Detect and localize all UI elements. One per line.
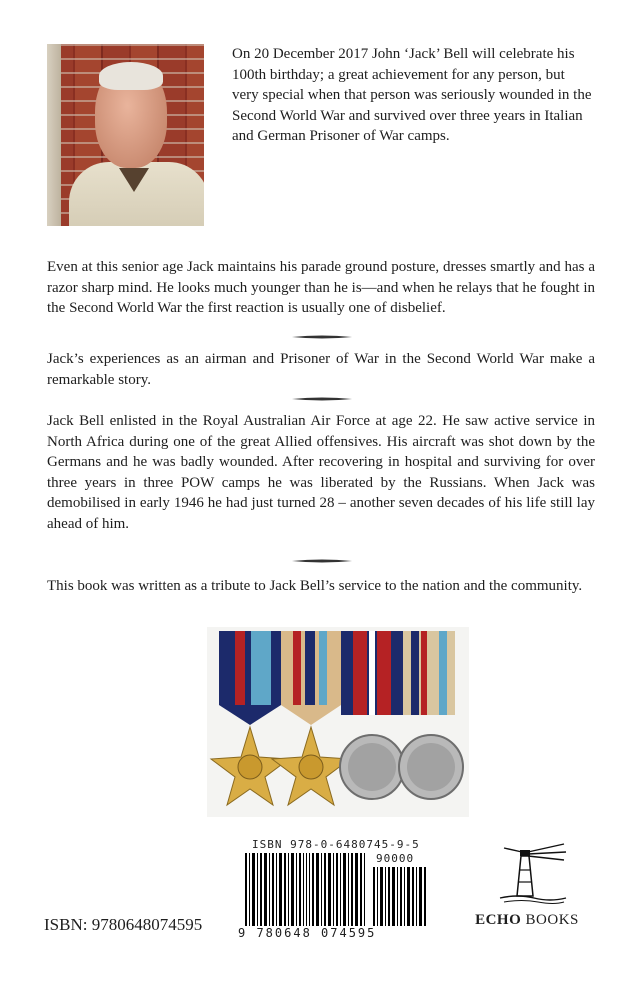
paragraph-experiences: Jack’s experiences as an airman and Prisoner of War in the Second World War make a remarkable story. <box>47 351 595 388</box>
paragraph-posture: Even at this senior age Jack maintains his parade ground posture, dresses smartly and has a razor sharp mind. He looks much younger than he is—and when he relays that he fought in the Second World War the first reaction is usually one of disbelief. <box>47 259 595 316</box>
ribbon-4 <box>403 631 455 715</box>
portrait-hair <box>99 62 163 90</box>
publisher-name <box>462 912 592 929</box>
publisher-name-bold: ECHO <box>475 912 522 928</box>
paragraph-tribute: This book was written as a tribute to Jack Bell’s service to the nation and the community. <box>47 578 583 594</box>
barcode-isbn-text: ISBN 978-0-6480745-9-5 <box>252 838 420 851</box>
isbn-label: ISBN: 9780648074595 <box>44 915 203 934</box>
divider-ornament <box>292 334 352 340</box>
medals-illustration <box>207 627 469 817</box>
barcode <box>245 853 431 933</box>
divider-ornament <box>292 396 352 402</box>
ribbon-2 <box>281 631 341 725</box>
barcode-digits: 9 780648 074595 <box>238 926 438 940</box>
author-portrait <box>47 44 204 226</box>
paragraph-service: Jack Bell enlisted in the Royal Australian Air Force at age 22. He saw active service in North Africa during one of the great Allied offensives. His aircraft was shot down by the Germans and he was badly wounded. After recovering in hospital and surviving for over three years in three POW camps he was liberated by the Russians. When Jack was demobilised in early 1946 he had just turned 28 – another seven decades of his life still lay ahead of him. <box>47 413 595 532</box>
divider-ornament <box>292 558 352 564</box>
portrait-doorframe <box>47 44 61 226</box>
publisher-name-rest: BOOKS <box>521 912 579 928</box>
intro-paragraph: On 20 December 2017 John ‘Jack’ Bell will celebrate his 100th birthday; a great achievement for any person, but very special when that person was seriously wounded in the Second World War and survived over three years in Italian and German Prisoner of War camps. <box>232 46 592 144</box>
price-code: 90000 <box>376 852 415 865</box>
medals-photo <box>207 627 469 817</box>
ribbon-1 <box>219 631 281 725</box>
lighthouse-icon <box>498 840 568 906</box>
ribbon-3 <box>341 631 403 715</box>
